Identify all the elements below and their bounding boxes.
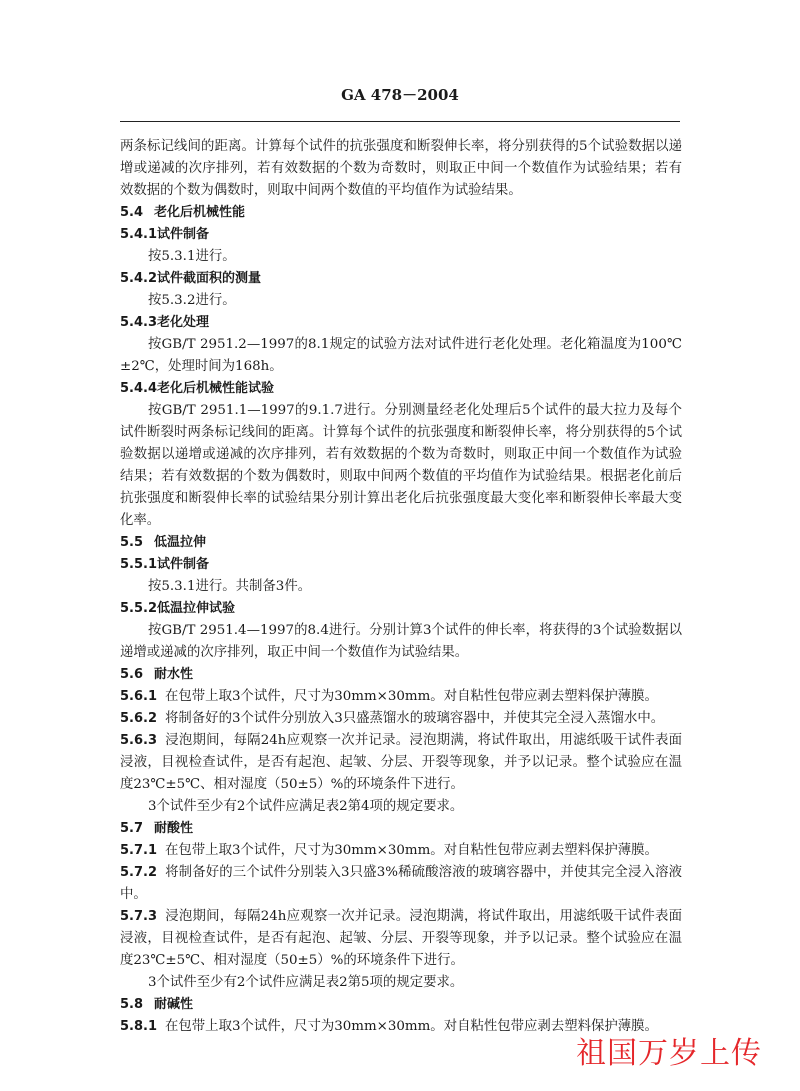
paragraph: 按5.3.1进行。共制备3件。: [148, 579, 312, 594]
section-number: 5.4.1: [120, 227, 158, 242]
section-number: 5.4.2: [120, 271, 158, 286]
numbered-clause: [120, 906, 682, 972]
paragraph: 按5.3.2进行。: [148, 293, 236, 308]
clause-text: 在包带上取3个试件，尺寸为30mm×30mm。对自粘性包带应剥去塑料保护薄膜。: [165, 1019, 658, 1034]
clause-text: 浸泡期间，每隔24h应观察一次并记录。浸泡期满，将试件取出，用滤纸吸干试件表面浸液，目视检查试件，是否有起泡、起皱、分层、开裂等现象，并予以记录。整个试验应在温度23℃±5℃、相对湿度（50±5）%的环境条件下进行。: [120, 909, 682, 968]
clause-text: 浸泡期间，每隔24h应观察一次并记录。浸泡期满，将试件取出，用滤纸吸干试件表面浸液，目视检查试件，是否有起泡、起皱、分层、开裂等现象，并予以记录。整个试验应在温度23℃±5℃、相对湿度（50±5）%的环境条件下进行。: [120, 733, 682, 792]
clause-number: 5.8.1: [120, 1019, 158, 1034]
section-title: 耐酸性: [154, 821, 194, 836]
clause-number: 5.7.1: [120, 843, 158, 858]
section-heading: [120, 268, 682, 290]
section-heading: [120, 224, 682, 246]
clause-text: 在包带上取3个试件，尺寸为30mm×30mm。对自粘性包带应剥去塑料保护薄膜。: [165, 843, 658, 858]
section-number: 5.5.2: [120, 601, 158, 616]
section-heading: [120, 598, 682, 620]
numbered-clause: [120, 862, 682, 906]
section-number: 5.6: [120, 667, 144, 682]
clause-number: 5.6.1: [120, 689, 158, 704]
paragraph: 按GB/T 2951.1—1997的9.1.7进行。分别测量经老化处理后5个试件的最大拉力及每个试件断裂时两条标记线间的距离。计算每个试件的抗张强度和断裂伸长率，将分别获得的5个试验数据以递增或递减的次序排列，若有效数据的个数为奇数时，则取正中间一个数值作为试验结果；若有效数据的个数为偶数时，则取中间两个数值的平均值作为试验结果。根据老化前后抗张强度和断裂伸长率的试验结果分别计算出老化后抗张强度最大变化率和断裂伸长率最大变化率。: [120, 403, 682, 528]
paragraph: 按GB/T 2951.2—1997的8.1规定的试验方法对试件进行老化处理。老化箱温度为100℃±2℃，处理时间为168h。: [120, 337, 682, 374]
paragraph: 3个试件至少有2个试件应满足表2第4项的规定要求。: [148, 799, 464, 814]
section-heading: [120, 994, 682, 1016]
section-heading: [120, 532, 682, 554]
clause-number: 5.6.2: [120, 711, 158, 726]
paragraph: 按GB/T 2951.4—1997的8.4进行。分别计算3个试件的伸长率，将获得的3个试验数据以递增或递减的次序排列，取正中间一个数值作为试验结果。: [120, 623, 682, 660]
section-number: 5.5: [120, 535, 144, 550]
header-rule: [120, 121, 680, 122]
section-heading: [120, 554, 682, 576]
clause-text: 在包带上取3个试件，尺寸为30mm×30mm。对自粘性包带应剥去塑料保护薄膜。: [165, 689, 658, 704]
section-heading: [120, 312, 682, 334]
paragraph: 3个试件至少有2个试件应满足表2第5项的规定要求。: [148, 975, 464, 990]
section-number: 5.8: [120, 997, 144, 1012]
section-title: 低温拉伸: [154, 535, 207, 550]
section-title: 耐水性: [154, 667, 194, 682]
section-number: 5.4: [120, 205, 144, 220]
document-body: [120, 136, 682, 1038]
numbered-clause: [120, 840, 682, 862]
section-title: 老化处理: [157, 315, 210, 330]
clause-number: 5.7.2: [120, 865, 158, 880]
numbered-clause: [120, 708, 682, 730]
uploader-mark: 祖国万岁上传: [576, 1036, 762, 1071]
section-number: 5.4.3: [120, 315, 158, 330]
section-heading: [120, 664, 682, 686]
section-title: 老化后机械性能: [154, 205, 246, 220]
section-number: 5.5.1: [120, 557, 158, 572]
document-header: GA 478－2004: [341, 86, 459, 104]
clause-text: 将制备好的三个试件分别装入3只盛3%稀硫酸溶液的玻璃容器中，并使其完全浸入溶液中。: [120, 865, 682, 902]
section-number: 5.4.4: [120, 381, 158, 396]
numbered-clause: [120, 686, 682, 708]
section-heading: [120, 202, 682, 224]
section-title: 试件制备: [157, 227, 210, 242]
numbered-clause: [120, 730, 682, 796]
section-title: 低温拉伸试验: [157, 601, 236, 616]
paragraph: 两条标记线间的距离。计算每个试件的抗张强度和断裂伸长率，将分别获得的5个试验数据以递增或递减的次序排列，若有效数据的个数为奇数时，则取正中间一个数值作为试验结果；若有效数据的个数为偶数时，则取中间两个数值的平均值作为试验结果。: [120, 139, 682, 198]
paragraph: 按5.3.1进行。: [148, 249, 236, 264]
section-title: 试件截面积的测量: [157, 271, 262, 286]
section-heading: [120, 818, 682, 840]
clause-number: 5.7.3: [120, 909, 158, 924]
section-heading: [120, 378, 682, 400]
section-title: 试件制备: [157, 557, 210, 572]
section-title: 耐碱性: [154, 997, 194, 1012]
section-number: 5.7: [120, 821, 144, 836]
clause-text: 将制备好的3个试件分别放入3只盛蒸馏水的玻璃容器中，并使其完全浸入蒸馏水中。: [165, 711, 665, 726]
section-title: 老化后机械性能试验: [157, 381, 275, 396]
clause-number: 5.6.3: [120, 733, 158, 748]
